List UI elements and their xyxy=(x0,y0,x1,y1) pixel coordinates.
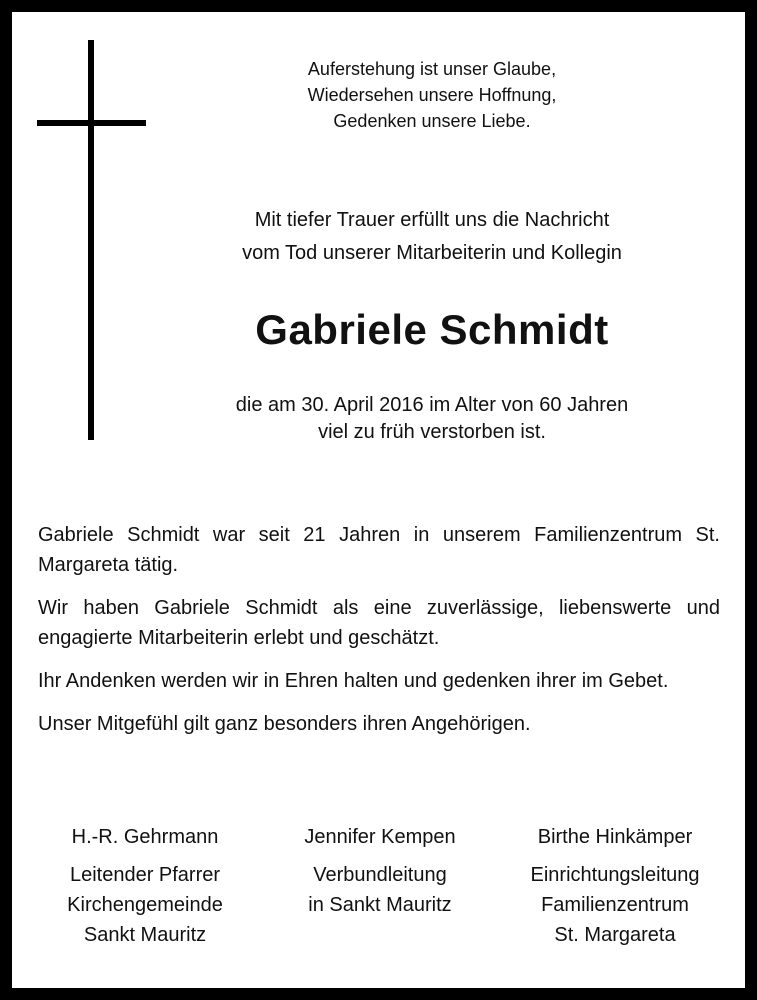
deceased-name: Gabriele Schmidt xyxy=(255,306,609,353)
signatory-title: in Sankt Mauritz xyxy=(308,894,452,916)
death-line: die am 30. April 2016 im Alter von 60 Jahren xyxy=(235,394,629,416)
signatory-title: Leitender Pfarrer xyxy=(69,864,221,886)
signatory-title: Sankt Mauritz xyxy=(83,924,207,946)
cross-icon-horizontal-bar xyxy=(37,120,146,126)
signatory xyxy=(30,822,260,950)
signatory-title: St. Margareta xyxy=(554,924,676,946)
verse-line: Gedenken unsere Liebe. xyxy=(333,111,531,131)
signatory-name: Jennifer Kempen xyxy=(304,826,456,848)
intro-line: Mit tiefer Trauer erfüllt uns die Nachricht xyxy=(254,209,610,231)
body-paragraph: Ihr Andenken werden wir in Ehren halten und gedenken ihrer im Gebet. xyxy=(38,670,669,692)
intro-line: vom Tod unserer Mitarbeiterin und Kollegin xyxy=(242,242,622,264)
intro-text xyxy=(162,204,702,270)
signatory-title: Verbundleitung xyxy=(313,864,447,886)
signatory xyxy=(500,822,730,950)
signatories xyxy=(30,822,730,950)
verse xyxy=(182,56,682,134)
signatory-title: Familienzentrum xyxy=(541,894,689,916)
signatory-name: Birthe Hinkämper xyxy=(537,826,693,848)
verse-line: Auferstehung ist unser Glaube, xyxy=(307,59,557,79)
signatory-name: H.-R. Gehrmann xyxy=(71,826,219,848)
body-paragraph: Gabriele Schmidt war seit 21 Jahren in unserem Familienzentrum St. Margareta tätig. xyxy=(38,524,720,576)
signatory-title: Kirchengemeinde xyxy=(67,894,223,916)
cross-icon-vertical-bar xyxy=(88,40,94,440)
signatory-title: Einrichtungsleitung xyxy=(530,864,700,886)
death-line: viel zu früh verstorben ist. xyxy=(318,421,546,443)
body-paragraph: Unser Mitgefühl gilt ganz besonders ihren Angehörigen. xyxy=(38,713,531,735)
death-notice xyxy=(162,392,702,446)
body-text xyxy=(38,520,720,752)
body-paragraph: Wir haben Gabriele Schmidt als eine zuverlässige, liebenswerte und engagierte Mitarbeiterin erlebt und geschätzt. xyxy=(38,597,720,649)
verse-line: Wiedersehen unsere Hoffnung, xyxy=(307,85,557,105)
obituary-notice xyxy=(12,12,745,988)
signatory xyxy=(265,822,495,950)
